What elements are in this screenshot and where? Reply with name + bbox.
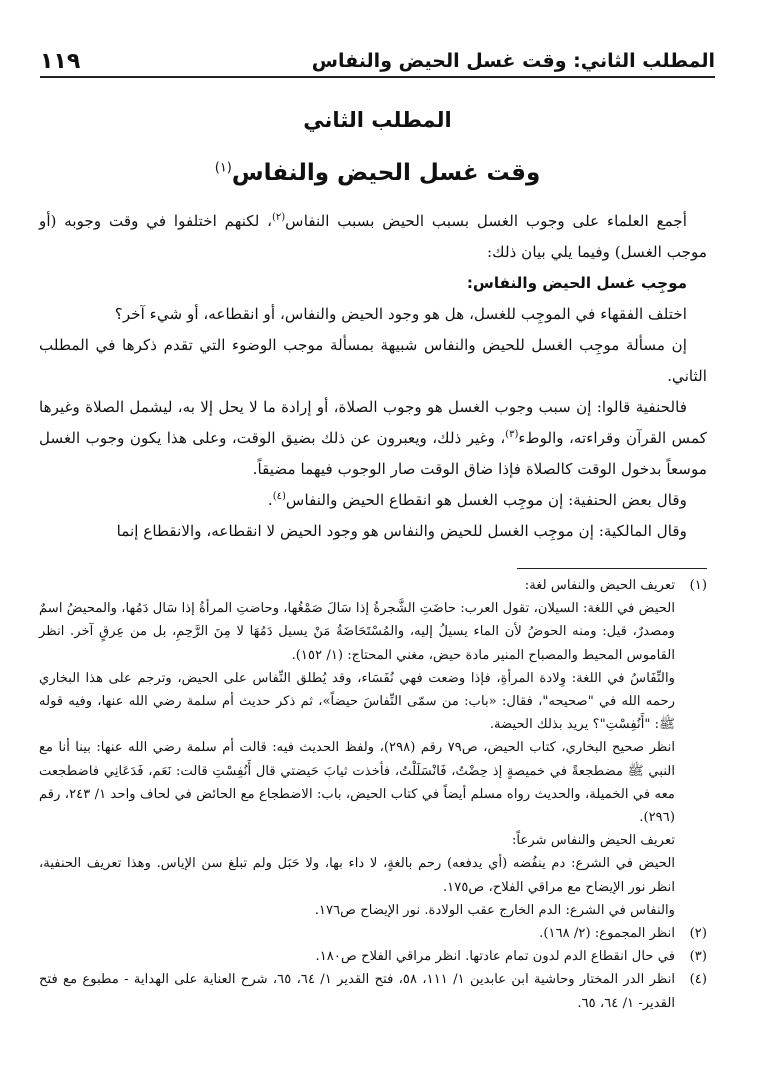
- footnote-separator: [517, 568, 707, 569]
- footnotes: [39, 574, 707, 1015]
- p4-text-b: ، وغير ذلك، ويعبرون عن ذلك بضيق الوقت، وعلى هذا يكون وجوب الغسل موسعاً بدخول الوقت كالصلاة فإذا ضاق الوقت صار الوجوب فيهما مضيقاً.: [39, 429, 707, 478]
- p1-text-b: ، لكنهم اختلفوا في وقت وجوبه (أو موجب الغسل) وفيما يلي بيان ذلك:: [39, 212, 707, 261]
- footnote-line: انظر صحيح البخاري، كتاب الحيض، ص٧٩ رقم (٢٩٨)، ولفظ الحديث فيه: قالت أم سلمة رضي الله عنها: بينا أنا مع النبي ﷺ مضطجعةً في خميصةٍ إذ حِضْتُ، فَانْسَلَلْتُ، فأخذت ثيابَ حَيضتي قال أَنُفِسْتِ قالت: نَعَم، فَدَعَانِي فاضطجعت معه في الخميلة، والحديث رواه مسلم أيضاً في كتاب الحيض، باب: الاضطجاع مع الحائض في لحاف واحد ١/ ٢٤٣، رقم (٢٩٦).: [39, 740, 675, 826]
- main-title: [40, 160, 715, 186]
- page-number: ١١٩: [40, 49, 81, 74]
- running-header: [40, 36, 715, 78]
- p5-text-a: وقال بعض الحنفية: إن موجِب الغسل هو انقطاع الحيض والنفاس: [285, 491, 687, 509]
- footnote-number: (١): [689, 578, 707, 593]
- footnote-line: والنِّفَاسُ في اللغة: وِلادة المرأةِ، فإذا وضعت فهي نُفَسَاء، وقد يُطلق النِّفاس على الحيض، وترجم على هذا البخاري رحمه الله في "صحيحه"، فقال: «باب: من سمّى النِّفاسَ حيضاً»، ثم ذكر حديث أم سلمة رضي الله عنها، وفيه قوله ﷺ: "أَنُفِسْتِ"؟ يريد بذلك الحيضة.: [39, 670, 675, 733]
- section-title: المطلب الثاني: [303, 108, 452, 132]
- footnote-line: والنفاس في الشرع: الدم الخارج عقب الولادة. نور الإيضاح ص١٧٦.: [314, 902, 675, 918]
- main-title-text: وقت غسل الحيض والنفاس: [231, 160, 541, 186]
- footnote-ref-4: (٤): [272, 490, 286, 502]
- p1-text-a: أجمع العلماء على وجوب الغسل بسبب الحيض بسبب النفاس: [285, 212, 687, 230]
- p5-text-b: .: [267, 491, 273, 509]
- paragraph-some-hanafi: [39, 485, 707, 516]
- paragraph-disagreement: اختلف الفقهاء في الموجِب للغسل، هل هو وجود الحيض والنفاس، أو انقطاعه، أو شيء آخر؟: [114, 305, 687, 323]
- footnote-text: [39, 574, 675, 922]
- paragraph-maliki: وقال المالكية: إن موجِب الغسل للحيض والنفاس هو وجود الحيض لا انقطاعه، والانقطاع إنما: [116, 522, 687, 540]
- footnote-3: [39, 945, 707, 968]
- footnote-number: (٣): [689, 949, 707, 965]
- footnote-number: (٤): [689, 972, 707, 988]
- subheading: موجِب غسل الحيض والنفاس:: [466, 274, 687, 292]
- footnote-2: [39, 922, 707, 945]
- paragraph-hanafi: [39, 392, 707, 485]
- footnote-text: في حال انقطاع الدم لدون تمام عادتها. انظر مراقي الفلاح ص١٨٠.: [315, 949, 675, 965]
- footnote-line: تعريف الحيض والنفاس لغة:: [524, 578, 675, 593]
- footnote-ref-3: (٣): [505, 428, 519, 440]
- body-text: [39, 206, 707, 547]
- p4-text-a: فالحنفية قالوا: إن سبب وجوب الغسل هو وجوب الصلاة، أو إرادة ما لا يحل إلا به، ليشمل الصلاة وغيرها كمس القرآن وقراءته، والوطء: [39, 398, 707, 447]
- footnote-ref-1: (١): [214, 160, 232, 176]
- footnote-line: تعريف الحيض والنفاس شرعاً:: [511, 833, 675, 849]
- footnote-text: انظر الدر المختار وحاشية ابن عابدين ١/ ١١١، ٥٨، فتح القدير ١/ ٦٤، ٦٥، شرح العناية على الهداية - مطبوع مع فتح القدير- ١/ ٦٤، ٦٥.: [39, 972, 676, 1011]
- paragraph-similarity: إن مسألة موجِب الغسل للحيض والنفاس شبيهة بمسألة موجب الوضوء التي تقدم ذكرها في المطلب الثاني.: [39, 336, 707, 385]
- footnote-ref-2: (٢): [271, 211, 286, 223]
- header-title: المطلب الثاني: وقت غسل الحيض والنفاس: [311, 50, 715, 72]
- footnote-line: الحيض في الشرع: دم ينفُضه (أي يدفعه) رحم بالغةٍ، لا داء بها، ولا حَبَل ولم تبلغ سن الإياس. وهذا تعريف الحنفية، انظر نور الإيضاح مع مراقي الفلاح، ص١٧٥.: [39, 856, 675, 895]
- paragraph-consensus: [39, 206, 707, 268]
- footnote-text: انظر المجموع: (٢/ ١٦٨).: [539, 926, 675, 942]
- footnote-number: (٢): [689, 926, 707, 942]
- footnote-line: الحيض في اللغة: السيلان، تقول العرب: حاضَتِ الشَّجرةُ إذا سَالَ صَمْغُها، وحاضتِ المرأةُ إذا سَال دَمُها، والمحيضُ اسمٌ ومصدرٌ، قيل: ومنه الحوضُ لأن الماء يسيلُ إليه، والمُسْتَحَاضَةُ مَنْ يسيل دَمُهَا لا مِنَ الرَّحِمِ، بل من عِرقٍ آخر. انظر القاموس المحيط والمصباح المنير مادة حيض، مغني المحتاج: (١/ ١٥٢).: [39, 601, 675, 663]
- footnote-4: [39, 968, 707, 1014]
- footnote-1: [39, 574, 707, 922]
